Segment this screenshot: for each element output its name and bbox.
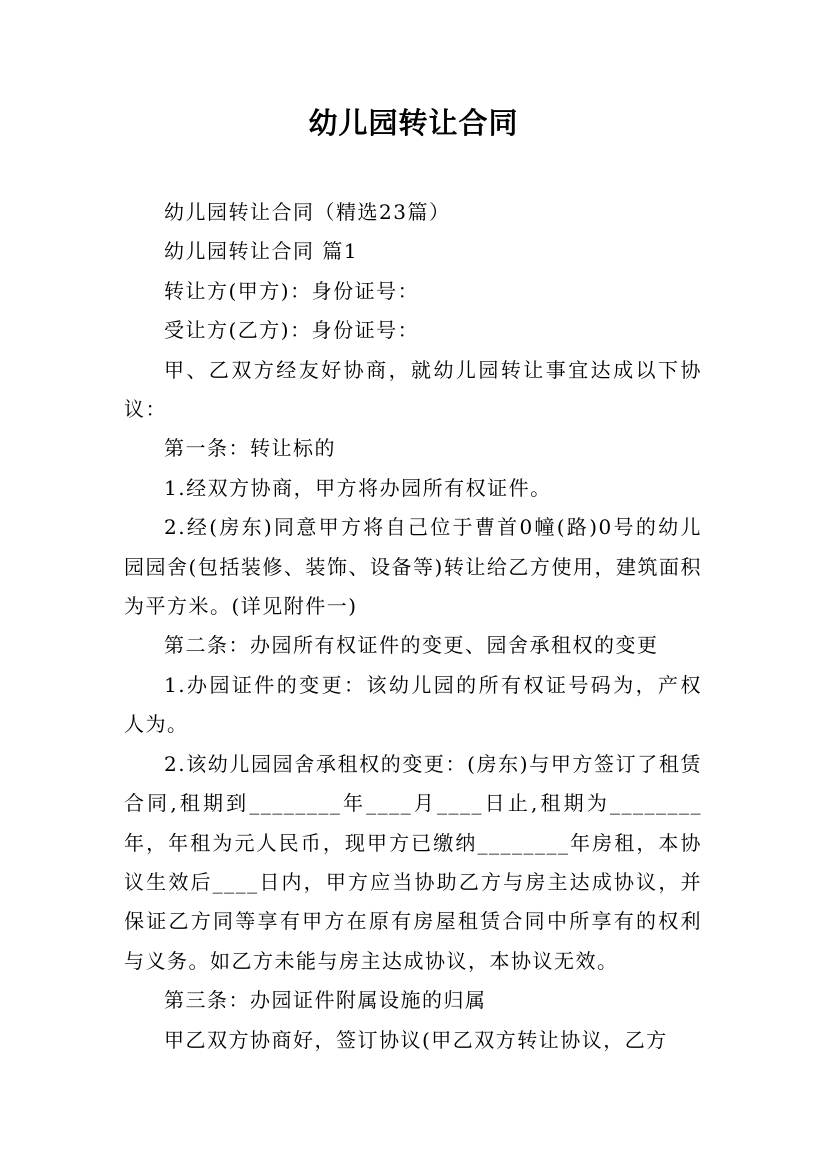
article-2-clause-2: 2.该幼儿园园舍承租权的变更：(房东)与甲方签订了租赁合同,租期到________年____月____日止,租期为________年，年租为元人民币，现甲方已缴纳________年房租，本协议生效后____日内，甲方应当协助乙方与房主达成协议，并保证乙方同等享有甲方在原有房屋租赁合同中所享有的权利与义务。如乙方未能与房主达成协议，本协议无效。 <box>124 751 702 973</box>
article-2-clause-1: 1.办园证件的变更：该幼儿园的所有权证号码为，产权人为。 <box>124 672 702 737</box>
transferor-line: 转让方(甲方)：身份证号： <box>164 278 420 303</box>
article-1-heading: 第一条：转让标的 <box>164 436 336 461</box>
document-title: 幼儿园转让合同 <box>308 106 519 140</box>
intro-paragraph: 甲、乙双方经友好协商，就幼儿园转让事宜达成以下协议： <box>124 357 702 422</box>
article-2-heading: 第二条：办园所有权证件的变更、园舍承租权的变更 <box>164 633 659 658</box>
document-body <box>124 193 702 1060</box>
section-heading: 幼儿园转让合同 篇1 <box>164 239 359 264</box>
article-1-clause-1: 1.经双方协商，甲方将办园所有权证件。 <box>164 475 552 500</box>
transferee-line: 受让方(乙方)：身份证号： <box>164 318 420 343</box>
subtitle-paragraph: 幼儿园转让合同（精选23篇） <box>164 200 451 224</box>
article-3-heading: 第三条：办园证件附属设施的归属 <box>164 988 487 1013</box>
article-1-clause-2: 2.经(房东)同意甲方将自己位于曹首0幢(路)0号的幼儿园园舍(包括装修、装饰、设备等)转让给乙方使用，建筑面积为平方米。(详见附件一) <box>124 515 702 619</box>
article-3-clause: 甲乙双方协商好，签订协议(甲乙双方转让协议，乙方 <box>164 1027 668 1052</box>
